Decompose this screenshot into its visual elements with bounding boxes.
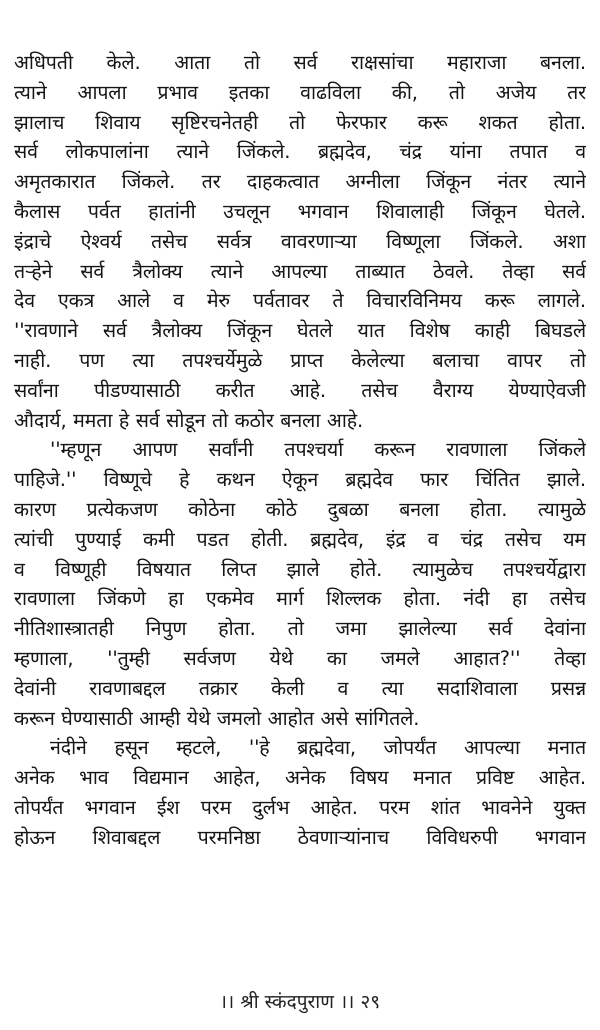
text-line: त्यांची पुण्याई कमी पडत होती. ब्रह्मदेव, इंद्र व चंद्र तसेच यम bbox=[14, 527, 586, 551]
text-line: कैलास पर्वत हातांनी उचलून भगवान शिवालाही जिंकून घेतले. bbox=[14, 199, 586, 223]
text-line: इंद्राचे ऐश्वर्य तसेच सर्वत्र वावरणाऱ्या विष्णूला जिंकले. अशा bbox=[14, 229, 586, 253]
text-line: औदार्य, ममता हे सर्व सोडून तो कठोर बनला आहे. bbox=[14, 408, 364, 432]
text-line: सर्वांना पीडण्यासाठी करीत आहे. तसेच वैराग्य येण्याऐवजी bbox=[14, 378, 586, 402]
text-line: देवांनी रावणाबद्दल तक्रार केली व त्या सदाशिवाला प्रसन्न bbox=[14, 676, 586, 700]
text-line: नंदीने हसून म्हटले, ''हे ब्रह्मदेवा, जोपर्यंत आपल्या मनात bbox=[50, 736, 586, 760]
text-line: पाहिजे.'' विष्णूचे हे कथन ऐकून ब्रह्मदेव फार चिंतित झाले. bbox=[14, 468, 586, 492]
text-line: झालाच शिवाय सृष्टिरचनेतही तो फेरफार करू शकत होता. bbox=[14, 110, 586, 134]
text-line: त्याने आपला प्रभाव इतका वाढविला की, तो अजेय तर bbox=[14, 80, 586, 104]
text-line: होऊन शिवाबद्दल परमनिष्ठा ठेवणाऱ्यांनाच विविधरुपी भगवान bbox=[14, 825, 586, 849]
text-line: तऱ्हेने सर्व त्रैलोक्य त्याने आपल्या ताब्यात ठेवले. तेव्हा सर्व bbox=[14, 259, 586, 283]
text-line: अमृतकारात जिंकले. तर दाहकत्वात अग्नीला जिंकून नंतर त्याने bbox=[14, 170, 586, 194]
text-line: ''रावणाने सर्व त्रैलोक्य जिंकून घेतले यात विशेष काही बिघडले bbox=[14, 319, 586, 343]
page-footer: ।। श्री स्कंदपुराण ।। २९ bbox=[219, 991, 381, 1013]
text-line: सर्व लोकपालांना त्याने जिंकले. ब्रह्मदेव, चंद्र यांना तपात व bbox=[14, 140, 586, 164]
text-line: ''म्हणून आपण सर्वांनी तपश्चर्या करून रावणाला जिंकले bbox=[50, 438, 586, 462]
text-line: देव एकत्र आले व मेरु पर्वतावर ते विचारविनिमय करू लागले. bbox=[14, 289, 586, 313]
text-line: रावणाला जिंकणे हा एकमेव मार्ग शिल्लक होता. नंदी हा तसेच bbox=[14, 587, 586, 611]
text-line: कारण प्रत्येकजण कोठेना कोठे दुबळा बनला होता. त्यामुळे bbox=[14, 497, 586, 521]
body-text bbox=[14, 48, 586, 853]
text-line: तोपर्यंत भगवान ईश परम दुर्लभ आहेत. परम शांत भावनेने युक्त bbox=[14, 795, 586, 819]
text-line: व विष्णूही विषयात लिप्त झाले होते. त्यामुळेच तपश्चर्येद्वारा bbox=[14, 557, 586, 581]
text-line: अधिपती केले. आता तो सर्व राक्षसांचा महाराजा बनला. bbox=[14, 51, 586, 74]
text-line: म्हणाला, ''तुम्ही सर्वजण येथे का जमले आहात?'' तेव्हा bbox=[14, 646, 586, 670]
text-line: नाही. पण त्या तपश्चर्येमुळे प्राप्त केलेल्या बलाचा वापर तो bbox=[14, 348, 586, 372]
text-line: नीतिशास्त्रातही निपुण होता. तो जमा झालेल्या सर्व देवांना bbox=[14, 617, 586, 641]
text-line: अनेक भाव विद्यमान आहेत, अनेक विषय मनात प्रविष्ट आहेत. bbox=[14, 766, 586, 790]
text-line: करून घेण्यासाठी आम्ही येथे जमलो आहोत असे सांगितले. bbox=[14, 706, 420, 730]
